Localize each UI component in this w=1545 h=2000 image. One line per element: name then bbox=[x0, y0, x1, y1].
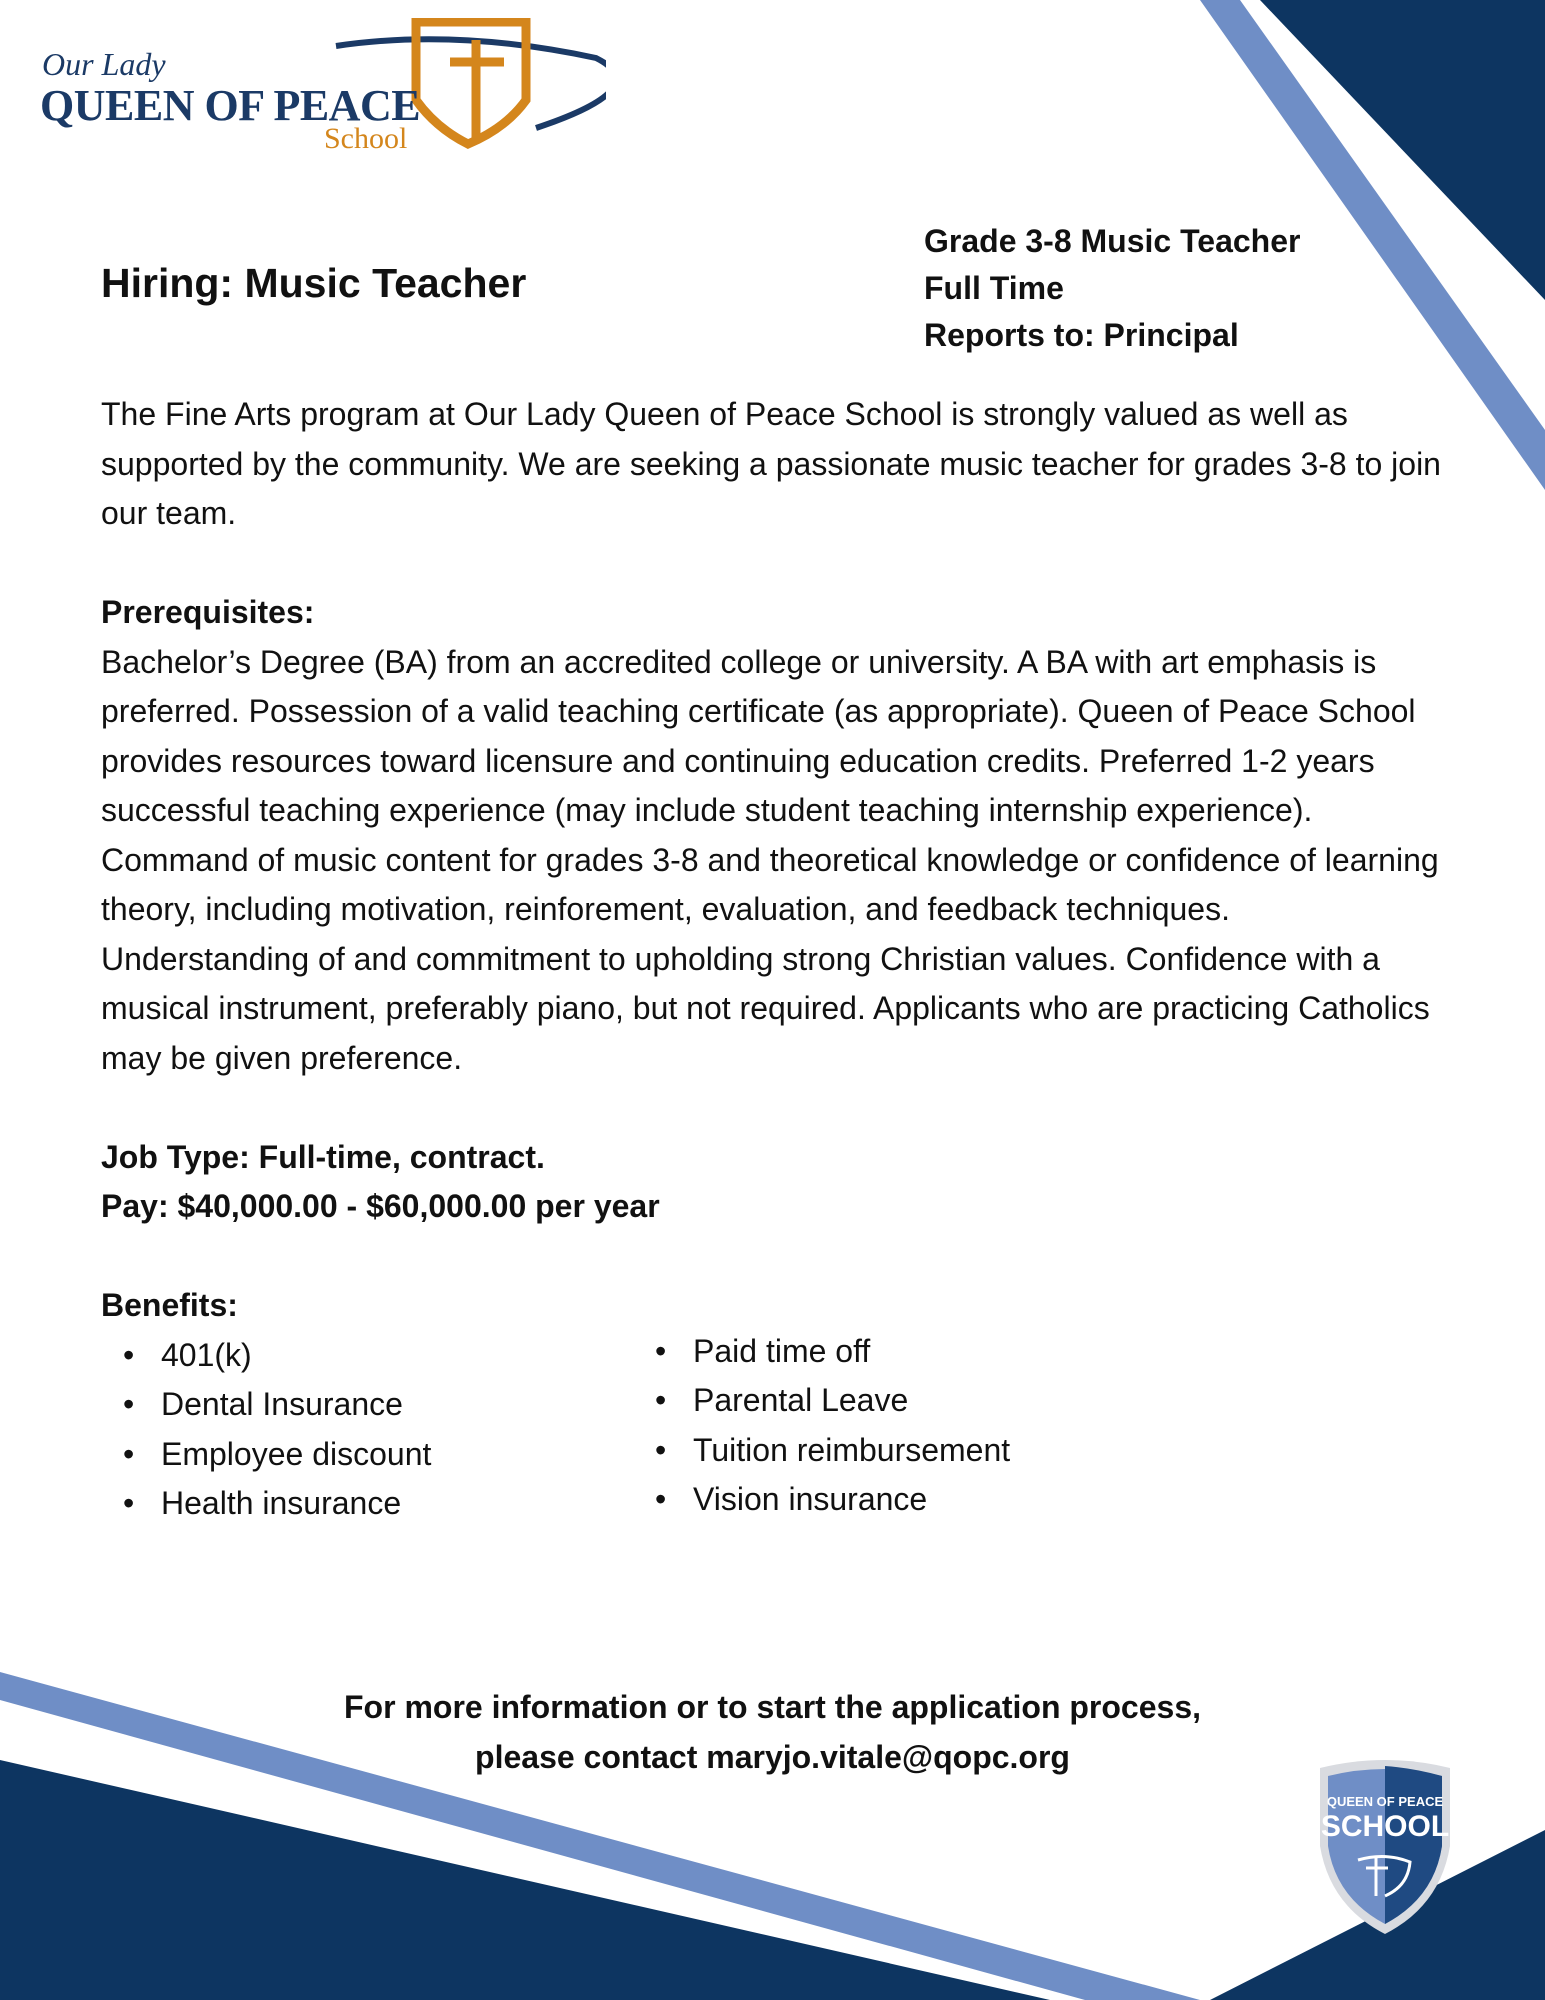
bottom-navy-band bbox=[0, 1760, 1050, 2000]
main-content bbox=[101, 390, 1461, 1531]
list-item: • Paid time off bbox=[633, 1327, 1010, 1377]
list-item: • 401(k) bbox=[101, 1331, 431, 1381]
logo-line-3: School bbox=[324, 122, 408, 155]
job-type-line: Job Type: Full-time, contract. bbox=[101, 1138, 545, 1175]
pay-line: Pay: $40,000.00 - $60,000.00 per year bbox=[101, 1188, 660, 1224]
list-item: • Parental Leave bbox=[633, 1376, 1010, 1426]
badge-line-1: QUEEN OF PEACE bbox=[1326, 1794, 1444, 1809]
job-type: Full Time bbox=[924, 270, 1064, 306]
benefits-heading: Benefits: bbox=[101, 1287, 238, 1323]
prerequisites-paragraph-1: Bachelor’s Degree (BA) from an accredited college or university. A BA with art emphasis is preferred. Possession of a valid teaching certificate (as appropriate). Queen of Peace School provides resources toward licensure and continuing education credits. Preferred 1-2 years successful teaching experience (may include student teaching internship experience). Command of music content for grades 3-8 and theoretical knowledge or confidence of learning theory, including motivation, reinforement, evaluation, and feedback techniques. bbox=[101, 643, 1439, 927]
contact-line-2: please contact maryjo.vitale@qopc.org bbox=[475, 1739, 1070, 1775]
intro-paragraph: The Fine Arts program at Our Lady Queen of Peace School is strongly valued as well as supported by the community. We are seeking a passionate music teacher for grades 3-8 to join our team. bbox=[101, 396, 1441, 531]
school-badge bbox=[1310, 1756, 1460, 1936]
job-reports-to: Reports to: Principal bbox=[924, 317, 1239, 353]
logo-line-2: QUEEN OF PEACE bbox=[40, 81, 421, 130]
badge-line-2: SCHOOL bbox=[1320, 1810, 1450, 1843]
list-item: • Tuition reimbursement bbox=[633, 1426, 1010, 1476]
job-meta bbox=[924, 218, 1300, 359]
benefits-column-1 bbox=[101, 1331, 431, 1529]
page-title: Hiring: Music Teacher bbox=[101, 260, 527, 306]
benefits-column-2 bbox=[633, 1327, 1010, 1525]
contact-line-1: For more information or to start the application process, bbox=[344, 1689, 1201, 1725]
job-position: Grade 3-8 Music Teacher bbox=[924, 223, 1301, 259]
prerequisites-paragraph-2: Understanding of and commitment to upholding strong Christian values. Confidence with a musical instrument, preferably piano, but not required. Applicants who are practicing Catholics may be given preference. bbox=[101, 940, 1430, 1076]
list-item: • Health insurance bbox=[101, 1479, 431, 1529]
logo-line-1: Our Lady bbox=[42, 46, 166, 82]
benefits-list bbox=[101, 1331, 1461, 1531]
list-item: • Vision insurance bbox=[633, 1475, 1010, 1525]
list-item: • Employee discount bbox=[101, 1430, 431, 1480]
list-item: • Dental Insurance bbox=[101, 1380, 431, 1430]
prerequisites-heading: Prerequisites: bbox=[101, 594, 315, 630]
